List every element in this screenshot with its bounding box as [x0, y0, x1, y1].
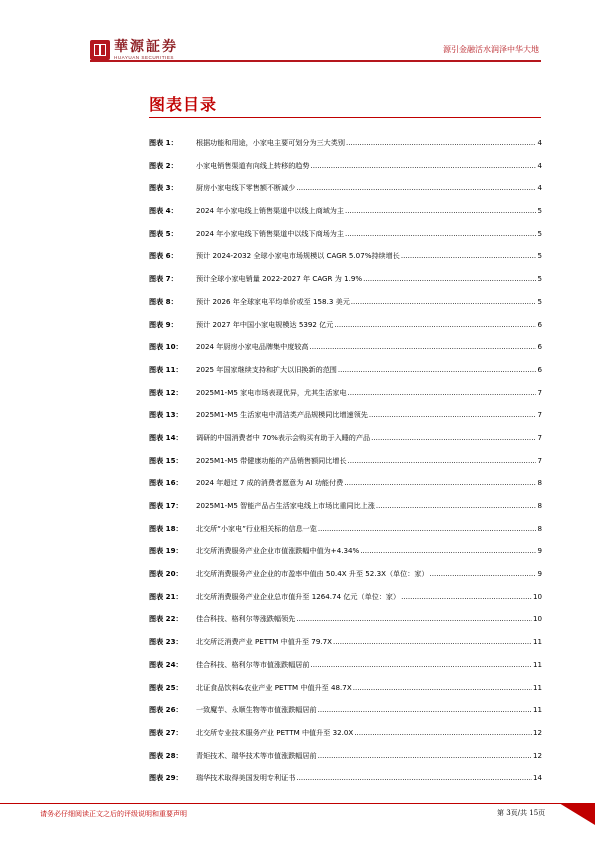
toc-leader-dots [311, 161, 537, 171]
toc-entry[interactable] [149, 592, 542, 615]
toc-figure-label: 图表 20： [149, 569, 183, 579]
toc-entry[interactable] [149, 410, 542, 433]
toc-leader-dots [348, 456, 536, 466]
toc-figure-label: 图表 2： [149, 160, 178, 170]
toc-page-number: 8 [537, 501, 542, 510]
toc-entry[interactable] [149, 524, 542, 547]
toc-entry[interactable] [149, 342, 542, 365]
toc-entry[interactable] [149, 478, 542, 501]
toc-leader-dots [360, 546, 536, 556]
toc-leader-dots [348, 388, 536, 398]
toc-leader-dots [363, 274, 536, 284]
toc-page-number: 6 [537, 319, 542, 329]
toc-leader-dots [351, 297, 536, 307]
table-of-figures [149, 138, 542, 796]
toc-entry[interactable] [149, 433, 542, 456]
toc-entry[interactable] [149, 183, 542, 206]
toc-figure-title: 北交所“小家电”行业相关标的信息一览 [196, 523, 317, 533]
toc-entry[interactable] [149, 456, 542, 479]
toc-page-number: 7 [537, 387, 542, 397]
toc-page-number: 11 [532, 705, 542, 715]
toc-figure-label: 图表 25： [149, 682, 183, 692]
company-logo [90, 39, 178, 61]
toc-figure-label: 图表 18： [149, 523, 183, 533]
logo-english-name: HUAYUAN SECURITIES [114, 55, 174, 60]
toc-leader-dots [401, 251, 536, 261]
header-divider [90, 60, 541, 62]
toc-leader-dots [318, 705, 532, 715]
toc-figure-label: 图表 22： [149, 614, 183, 624]
toc-page-number: 8 [537, 523, 542, 533]
toc-entry[interactable] [149, 751, 542, 774]
toc-leader-dots [318, 751, 532, 761]
toc-page-number: 5 [537, 274, 542, 284]
toc-entry[interactable] [149, 705, 542, 728]
toc-figure-label: 图表 12： [149, 387, 183, 397]
toc-leader-dots [353, 683, 532, 693]
toc-entry[interactable] [149, 251, 542, 274]
toc-page-number: 7 [537, 410, 542, 420]
toc-figure-title: 预计 2024-2032 全球小家电市场规模以 CAGR 5.07%持续增长 [196, 251, 400, 261]
toc-leader-dots [333, 637, 532, 647]
toc-entry[interactable] [149, 546, 542, 569]
toc-page-number: 4 [537, 160, 542, 170]
toc-entry[interactable] [149, 660, 542, 683]
toc-figure-title: 2024 年小家电线下销售渠道中以线下商场为主 [196, 228, 344, 238]
toc-figure-label: 图表 5： [149, 228, 178, 238]
toc-figure-label: 图表 4： [149, 206, 178, 216]
toc-leader-dots [296, 614, 532, 624]
toc-page-number: 6 [537, 364, 542, 374]
logo-text [114, 39, 178, 61]
toc-page-number: 12 [532, 750, 542, 760]
toc-entry[interactable] [149, 501, 542, 524]
toc-figure-label: 图表 17： [149, 501, 183, 510]
toc-figure-label: 图表 27： [149, 727, 183, 737]
toc-figure-title: 2025 年国家继续支持和扩大以旧换新的范围 [196, 364, 337, 374]
toc-leader-dots [296, 183, 536, 193]
toc-leader-dots [345, 229, 536, 239]
toc-figure-title: 2025M1-M5 智能产品占生活家电线上市场比重同比上涨 [196, 501, 375, 510]
toc-entry[interactable] [149, 161, 542, 184]
toc-figure-title: 预计 2027 年中国小家电规模达 5392 亿元 [196, 319, 334, 329]
toc-figure-title: 2025M1-M5 生活家电中清洁类产品规模同比增速领先 [196, 410, 368, 420]
toc-figure-label: 图表 7： [149, 274, 178, 284]
toc-entry[interactable] [149, 388, 542, 411]
toc-figure-title: 北交所消费服务产业企业总市值升至 1264.74 亿元（单位：家） [196, 591, 401, 601]
toc-figure-title: 北交所消费服务产业企业的市盈率中值由 50.4X 升至 52.3X（单位：家） [196, 569, 429, 579]
toc-figure-title: 佳合科技、格利尔等涨跌幅领先 [196, 614, 296, 624]
toc-page-number: 11 [532, 682, 542, 692]
logo-chinese-name: 華源証券 [114, 39, 178, 55]
toc-figure-title: 2024 年厨房小家电品牌集中度较高 [196, 342, 309, 352]
toc-figure-label: 图表 9： [149, 319, 178, 329]
page-number: 第 3页/共 15页 [497, 809, 546, 817]
toc-figure-title: 一致魔芋、永顺生物等市值涨跌幅居前 [196, 705, 317, 715]
toc-leader-dots [346, 138, 536, 148]
toc-entry[interactable] [149, 728, 542, 751]
title-divider [149, 117, 541, 118]
toc-figure-title: 2024 年超过 7 成的消费者愿意为 AI 功能付费 [196, 478, 344, 488]
toc-figure-label: 图表 3： [149, 183, 178, 193]
toc-leader-dots [354, 728, 532, 738]
toc-figure-title: 北交所消费服务产业企业市值涨跌幅中值为+4.34% [196, 546, 360, 556]
toc-figure-label: 图表 26： [149, 705, 183, 715]
logo-seal-icon [90, 40, 110, 60]
toc-page-number: 9 [537, 546, 542, 556]
toc-page-number: 11 [532, 637, 542, 647]
toc-figure-title: 根据功能和用途，小家电主要可划分为三大类别 [196, 138, 345, 147]
toc-figure-title: 北证食品饮料&农业产业 PETTM 中值升至 48.7X [196, 682, 352, 692]
toc-entry[interactable] [149, 274, 542, 297]
toc-page-number: 9 [537, 569, 542, 579]
toc-figure-label: 图表 16： [149, 478, 183, 488]
toc-leader-dots [430, 569, 536, 579]
toc-leader-dots [311, 660, 532, 670]
toc-leader-dots [344, 478, 536, 488]
toc-figure-title: 调研的中国消费者中 70%表示会购买有助于入睡的产品 [196, 432, 371, 442]
toc-figure-label: 图表 11： [149, 364, 183, 374]
toc-leader-dots [310, 342, 536, 352]
toc-page-number: 8 [537, 478, 542, 488]
toc-page-number: 5 [537, 228, 542, 238]
toc-figure-title: 北交所泛消费产业 PETTM 中值升至 79.7X [196, 637, 332, 647]
toc-page-number: 5 [537, 296, 542, 306]
footer-disclaimer: 请务必仔细阅读正文之后的评级说明和重要声明 [40, 810, 187, 818]
toc-page-number: 10 [532, 614, 542, 624]
toc-figure-label: 图表 15： [149, 455, 183, 465]
toc-leader-dots [338, 365, 536, 375]
toc-figure-label: 图表 23： [149, 637, 183, 647]
toc-page-number: 5 [537, 251, 542, 261]
toc-figure-title: 厨房小家电线下零售额不断减少 [196, 183, 296, 193]
toc-entry[interactable] [149, 297, 542, 320]
toc-entry[interactable] [149, 320, 542, 343]
toc-figure-label: 图表 19： [149, 546, 183, 556]
toc-figure-label: 图表 13： [149, 410, 183, 420]
toc-page-number: 5 [537, 206, 542, 216]
toc-figure-title: 2025M1-M5 家电市场表现优异，尤其生活家电 [196, 387, 347, 397]
toc-figure-label: 图表 14： [149, 432, 183, 442]
toc-figure-label: 图表 21： [149, 591, 183, 601]
toc-page-number: 11 [532, 659, 542, 669]
toc-page-number: 10 [532, 591, 542, 601]
toc-page-number: 7 [537, 432, 542, 442]
toc-entry[interactable] [149, 683, 542, 706]
toc-leader-dots [371, 433, 536, 443]
toc-leader-dots [376, 501, 536, 511]
header-slogan: 源引金融活水润泽中华大地 [443, 45, 539, 54]
toc-figure-label: 图表 1： [149, 138, 178, 147]
toc-figure-title: 2024 年小家电线上销售渠道中以线上商域为主 [196, 206, 344, 216]
footer-divider [0, 803, 595, 804]
toc-leader-dots [334, 320, 536, 330]
page-title: 图表目录 [149, 95, 218, 114]
toc-entry[interactable] [149, 569, 542, 592]
toc-leader-dots [318, 524, 536, 534]
toc-figure-label: 图表 28： [149, 750, 183, 760]
toc-entry[interactable] [149, 206, 542, 229]
toc-figure-label: 图表 8： [149, 296, 178, 306]
toc-leader-dots [296, 773, 532, 783]
toc-entry[interactable] [149, 229, 542, 252]
toc-page-number: 14 [532, 773, 542, 783]
toc-leader-dots [401, 592, 532, 602]
toc-figure-label: 图表 6： [149, 251, 178, 261]
footer-corner-decoration [559, 803, 595, 825]
toc-figure-title: 佳合科技、格利尔等市值涨跌幅居前 [196, 659, 310, 669]
toc-leader-dots [369, 410, 536, 420]
toc-page-number: 7 [537, 455, 542, 465]
toc-figure-title: 预计全球小家电销量 2022-2027 年 CAGR 为 1.9% [196, 274, 363, 284]
toc-entry[interactable] [149, 614, 542, 637]
toc-entry[interactable] [149, 365, 542, 388]
toc-figure-title: 小家电销售渠道有向线上转移的趋势 [196, 160, 310, 170]
toc-figure-label: 图表 29： [149, 773, 183, 783]
toc-leader-dots [345, 206, 536, 216]
toc-figure-label: 图表 10： [149, 342, 183, 352]
toc-entry[interactable] [149, 773, 542, 796]
toc-figure-title: 预计 2026 年全球家电平均单价或至 158.3 美元 [196, 296, 350, 306]
toc-figure-title: 瑞华技术取得美国发明专利证书 [196, 773, 296, 783]
toc-figure-title: 北交所专业技术服务产业 PETTM 中值升至 32.0X [196, 727, 354, 737]
toc-entry[interactable] [149, 138, 542, 161]
toc-figure-label: 图表 24： [149, 659, 183, 669]
toc-page-number: 6 [537, 342, 542, 352]
toc-figure-title: 青矩技术、瑞华技术等市值涨跌幅居前 [196, 750, 317, 760]
toc-page-number: 4 [537, 183, 542, 193]
toc-page-number: 4 [537, 138, 542, 147]
toc-page-number: 12 [532, 727, 542, 737]
toc-figure-title: 2025M1-M5 带健康功能的产品销售额同比增长 [196, 455, 347, 465]
toc-entry[interactable] [149, 637, 542, 660]
